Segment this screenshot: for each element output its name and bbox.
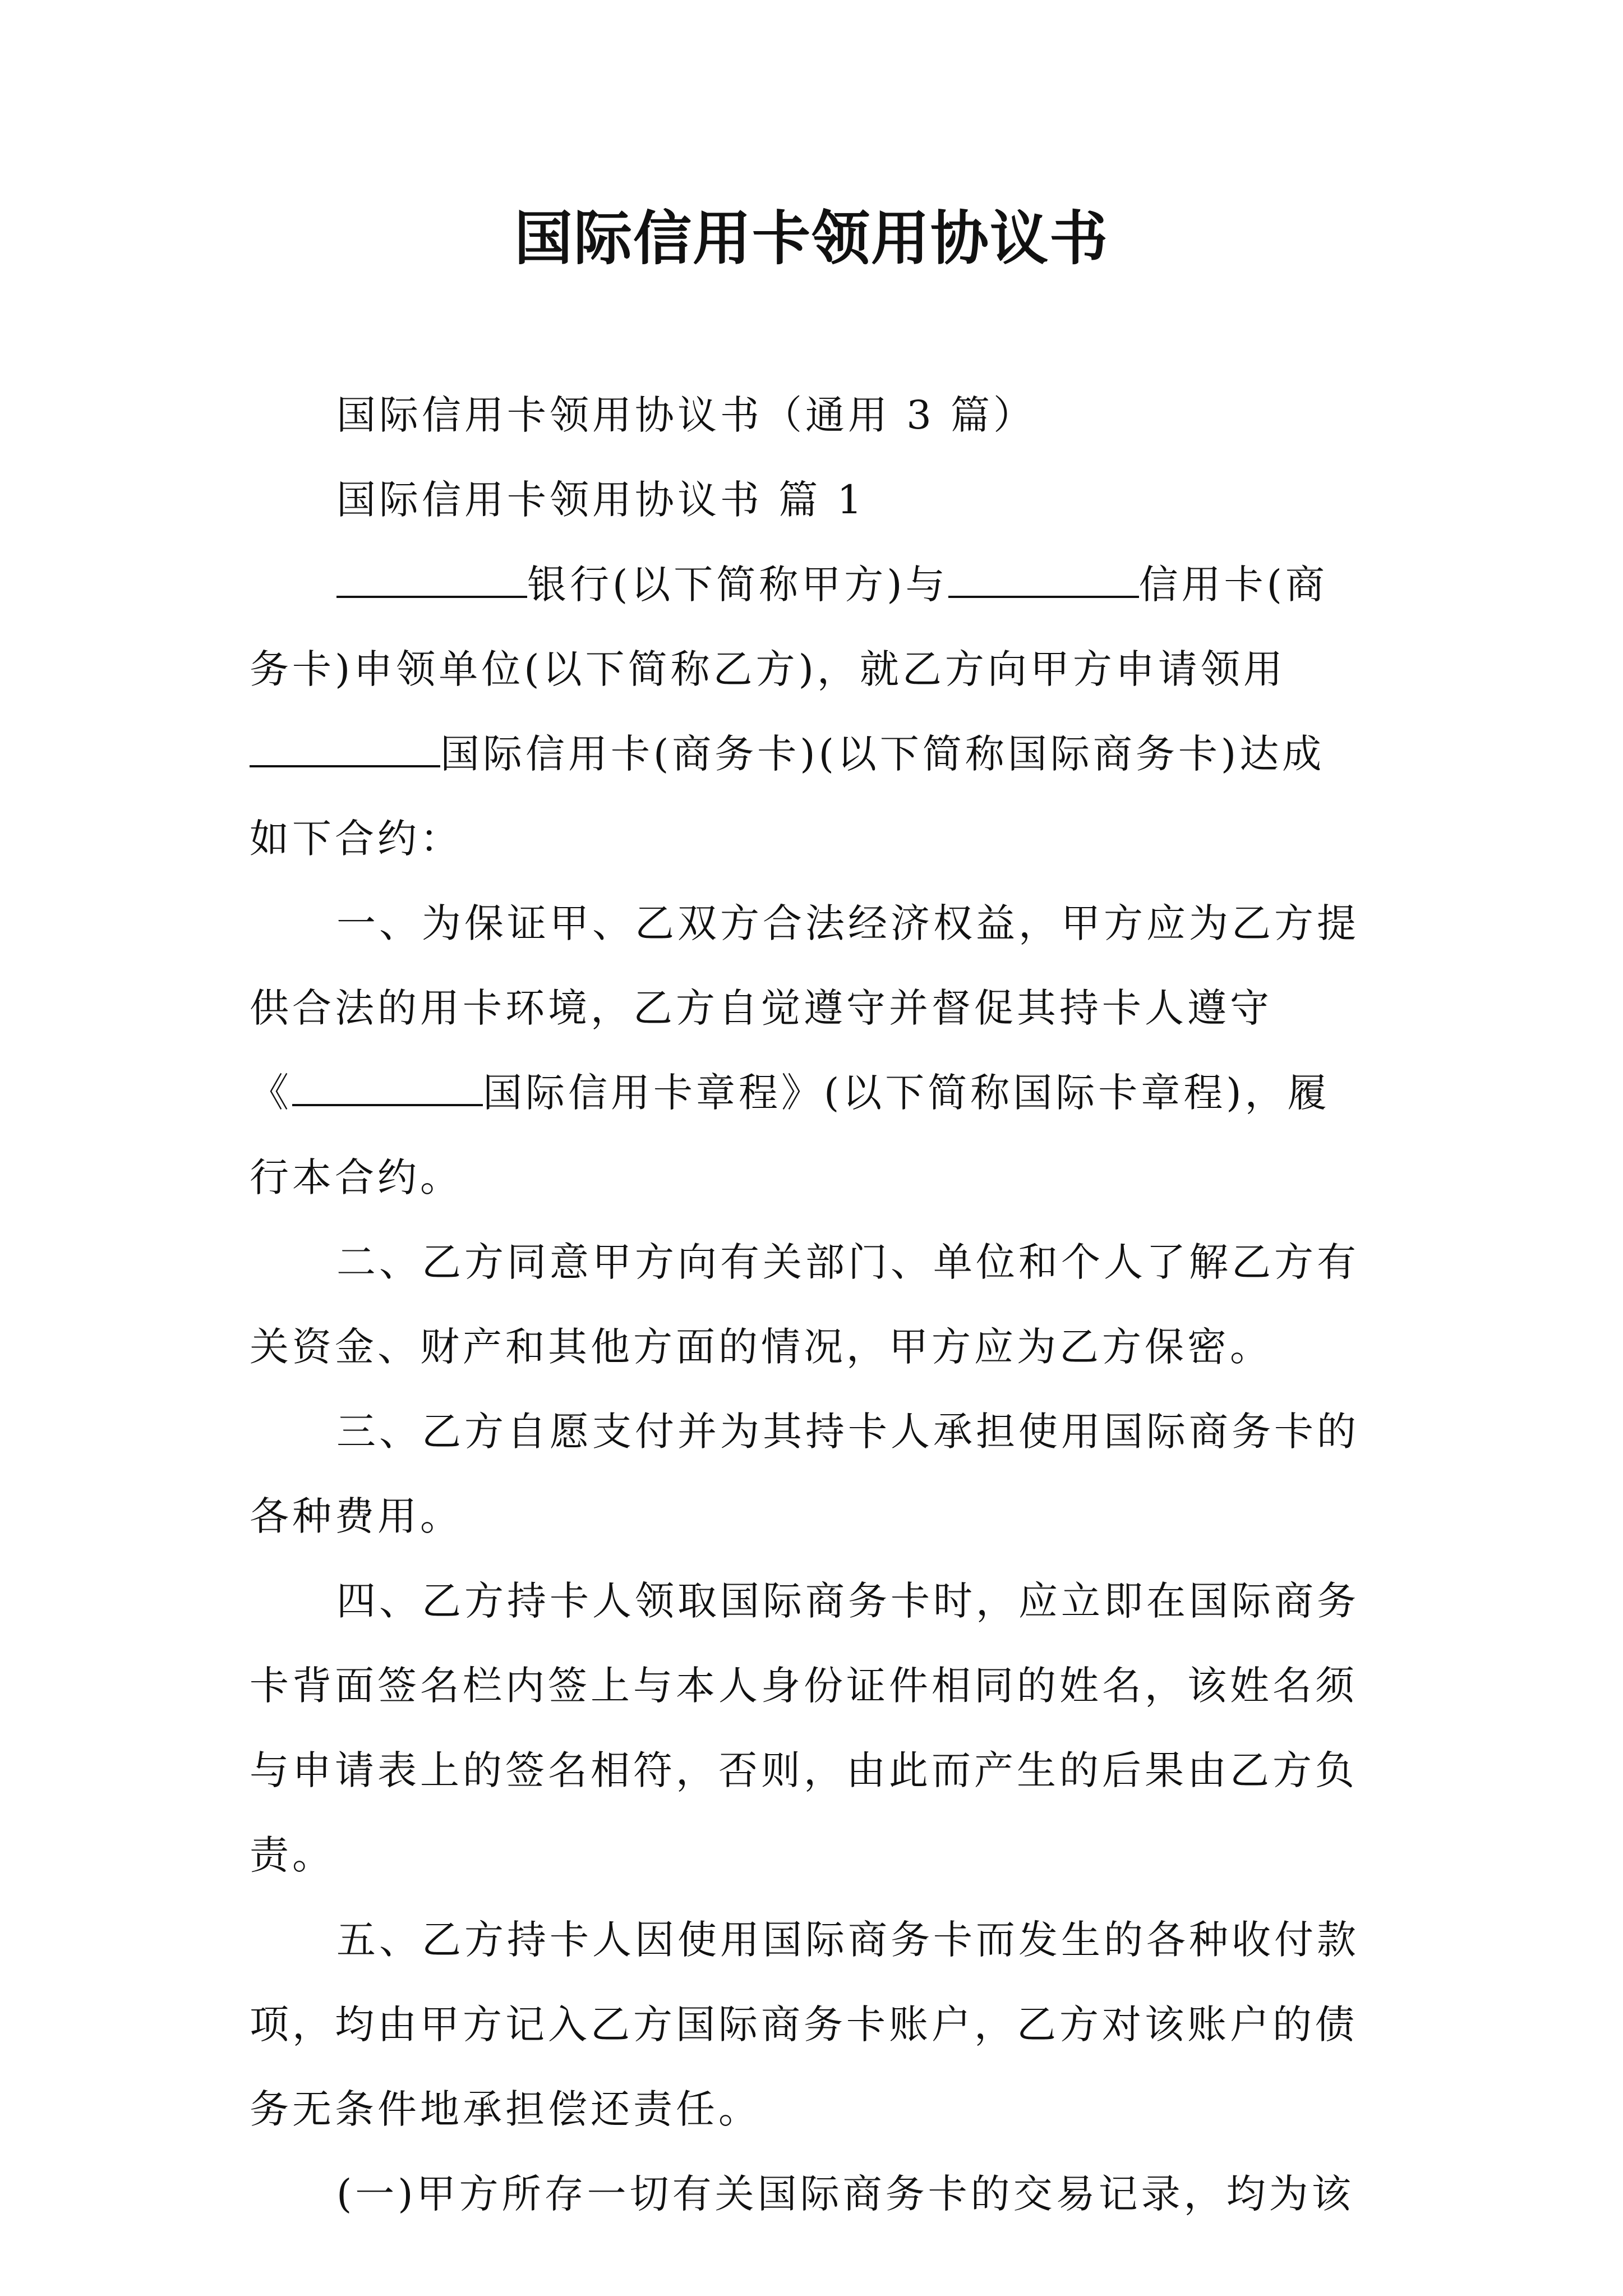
document-title: 国际信用卡领用协议书 (514, 204, 1109, 273)
text-span: 信用卡(商 (1138, 562, 1328, 608)
paragraph-1-line-1 (250, 542, 1374, 627)
paragraph-1-line-4: 如下合约： (250, 816, 463, 862)
paragraph-6-line-3: 务无条件地承担偿还责任。 (250, 2086, 761, 2132)
blank-field (250, 733, 440, 767)
paragraph-6-line-2: 项，均由甲方记入乙方国际商务卡账户，乙方对该账户的债 (250, 2001, 1358, 2047)
paragraph-1-line-3 (250, 712, 1374, 797)
paragraph-3-line-2: 关资金、财产和其他方面的情况，甲方应为乙方保密。 (250, 1324, 1272, 1370)
paragraph-4-line-2: 各种费用。 (250, 1493, 463, 1539)
paragraph-5-line-3: 与申请表上的签名相符，否则，由此而产生的后果由乙方负 (250, 1747, 1358, 1793)
paragraph-3-line-1: 二、乙方同意甲方向有关部门、单位和个人了解乙方有 (336, 1239, 1359, 1285)
section-heading: 国际信用卡领用协议书 篇 1 (336, 477, 866, 523)
blank-field (948, 563, 1139, 598)
blank-field (336, 563, 527, 598)
paragraph-2-line-1: 一、为保证甲、乙双方合法经济权益，甲方应为乙方提 (336, 900, 1359, 946)
paragraph-4-line-1: 三、乙方自愿支付并为其持卡人承担使用国际商务卡的 (336, 1409, 1359, 1455)
document-subtitle: 国际信用卡领用协议书（通用 3 篇） (336, 392, 1036, 438)
paragraph-7-line-1: (一)甲方所存一切有关国际商务卡的交易记录，均为该 (336, 2171, 1354, 2217)
document-body (250, 373, 1374, 2237)
text-span: 国际信用卡章程》(以下简称国际卡章程)，履 (483, 1070, 1330, 1116)
paragraph-5-line-1: 四、乙方持卡人领取国际商务卡时，应立即在国际商务 (336, 1578, 1359, 1624)
paragraph-5-line-4: 责。 (250, 1832, 335, 1878)
paragraph-2-line-4: 行本合约。 (250, 1154, 463, 1200)
paragraph-5-line-2: 卡背面签名栏内签上与本人身份证件相同的姓名，该姓名须 (250, 1663, 1358, 1709)
paragraph-2-line-3 (250, 1051, 1374, 1135)
paragraph-1-line-2: 务卡)申领单位(以下简称乙方)，就乙方向甲方申请领用 (250, 646, 1286, 692)
blank-field (292, 1071, 483, 1106)
text-span: 《 (250, 1070, 292, 1116)
paragraph-2-line-2: 供合法的用卡环境，乙方自觉遵守并督促其持卡人遵守 (250, 985, 1272, 1031)
text-span: 国际信用卡(商务卡)(以下简称国际商务卡)达成 (440, 731, 1325, 777)
paragraph-6-line-1: 五、乙方持卡人因使用国际商务卡而发生的各种收付款 (336, 1917, 1359, 1963)
text-span: 银行(以下简称甲方)与 (527, 562, 948, 608)
